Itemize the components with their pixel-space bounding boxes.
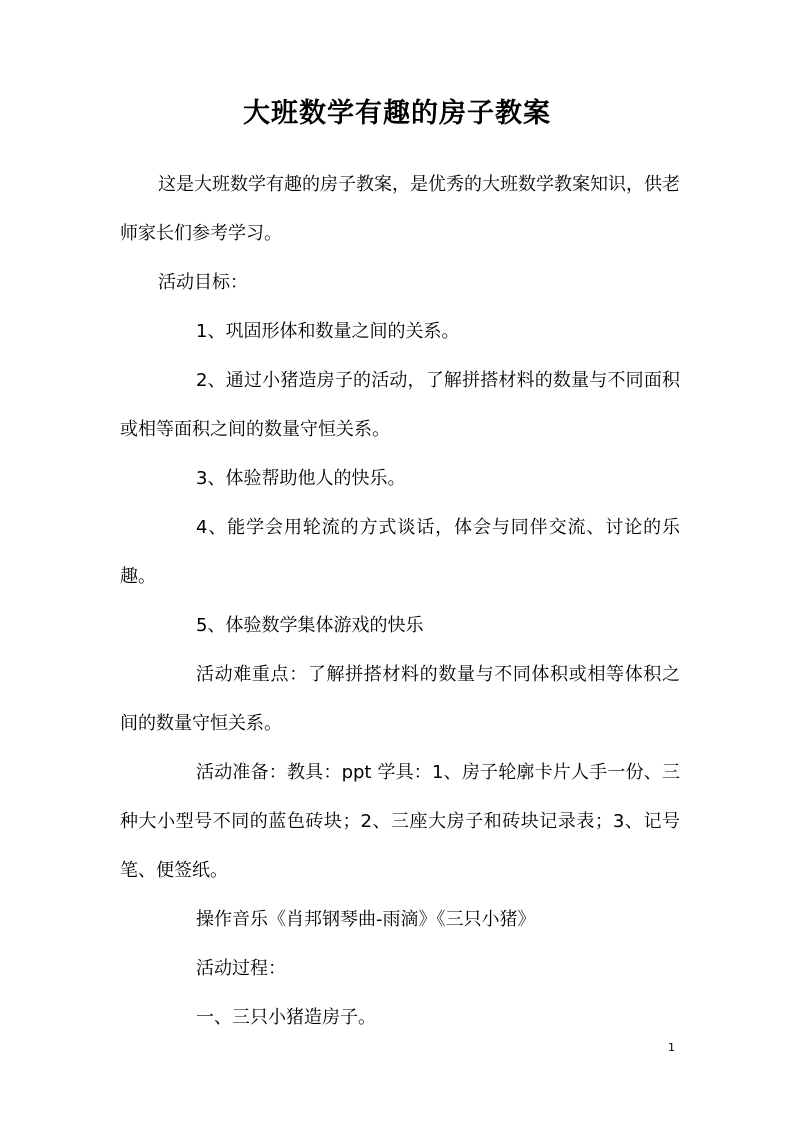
process-heading: 活动过程： bbox=[196, 958, 286, 979]
goals-heading: 活动目标： bbox=[158, 272, 248, 293]
document-title: 大班数学有趣的房子教案 bbox=[243, 98, 551, 129]
preparation-paragraph: 活动准备：教具：ppt 学具：1、房子轮廓卡片人手一份、三种大小型号不同的蓝色砖块；2、三座大房子和砖块记录表；3、记号笔、便签纸。 bbox=[120, 762, 680, 881]
goal-item-5: 5、体验数学集体游戏的快乐 bbox=[196, 615, 424, 636]
music-paragraph: 操作音乐《肖邦钢琴曲-雨滴》《三只小猪》 bbox=[196, 909, 536, 930]
page-number: 1 bbox=[668, 1041, 675, 1054]
process-step-1: 一、三只小猪造房子。 bbox=[196, 1007, 376, 1028]
key-points-paragraph: 活动难重点：了解拼搭材料的数量与不同体积或相等体积之间的数量守恒关系。 bbox=[120, 664, 680, 734]
intro-paragraph: 这是大班数学有趣的房子教案，是优秀的大班数学教案知识，供老师家长们参考学习。 bbox=[120, 174, 680, 244]
goal-item-3: 3、体验帮助他人的快乐。 bbox=[196, 468, 406, 489]
goal-item-4: 4、能学会用轮流的方式谈话，体会与同伴交流、讨论的乐趣。 bbox=[120, 517, 680, 587]
document-body bbox=[120, 160, 680, 1042]
goal-item-1: 1、巩固形体和数量之间的关系。 bbox=[196, 321, 460, 342]
goal-item-2: 2、通过小猪造房子的活动，了解拼搭材料的数量与不同面积或相等面积之间的数量守恒关系。 bbox=[120, 370, 680, 440]
